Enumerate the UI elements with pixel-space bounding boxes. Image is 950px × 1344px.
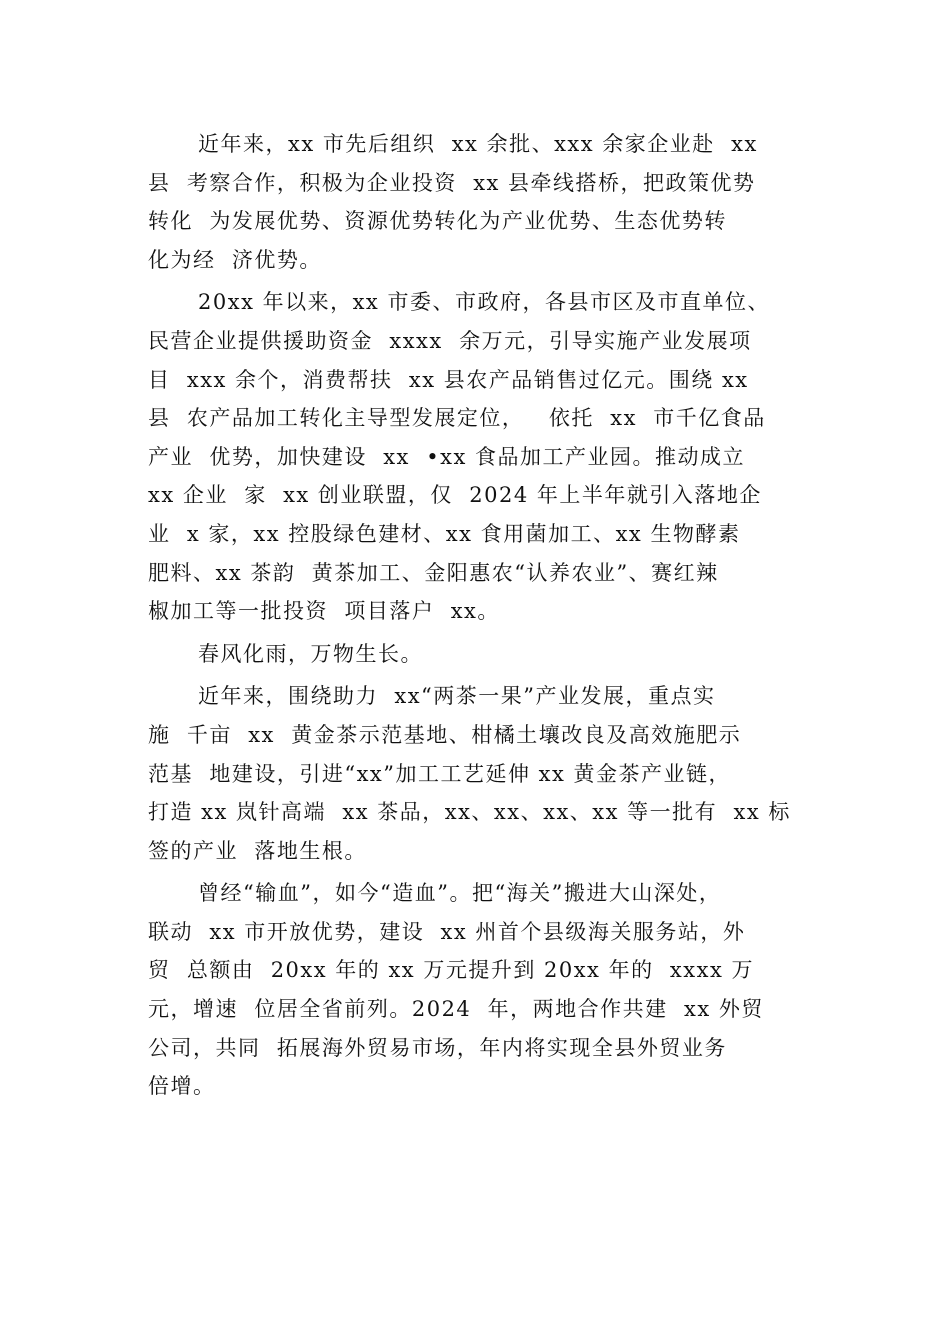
text-line: 贸 总额由 20xx 年的 xx 万元提升到 20xx 年的 xxxx 万 xyxy=(148,958,754,983)
paragraph-3 xyxy=(148,635,818,674)
text-line: 春风化雨，万物生长。 xyxy=(198,641,423,666)
text-line: 产业 优势，加快建设 xx •xx 食品加工产业园。推动成立 xyxy=(148,444,745,469)
text-line: 转化 为发展优势、资源优势转化为产业优势、生态优势转 xyxy=(148,209,727,234)
text-line: 倍增。 xyxy=(148,1074,216,1099)
text-line: 近年来，围绕助力 xx“两茶一果”产业发展，重点实 xyxy=(198,684,716,709)
text-line: 椒加工等一批投资 项目落户 xx。 xyxy=(148,599,500,624)
text-line: 范基 地建设，引进“xx”加工工艺延伸 xx 黄金茶产业链， xyxy=(148,761,732,786)
text-line: 县 考察合作，积极为企业投资 xx 县牵线搭桥，把政策优势 xyxy=(148,170,756,195)
text-line: 联动 xx 市开放优势，建设 xx 州首个县级海关服务站，外 xyxy=(148,919,746,944)
text-line: 签的产业 落地生根。 xyxy=(148,838,367,863)
text-line: 目 xxx 余个，消费帮扶 xx 县农产品销售过亿元。围绕 xx xyxy=(148,367,749,392)
text-line: 20xx 年以来，xx 市委、市政府，各县市区及市直单位、 xyxy=(198,290,770,315)
paragraph-2 xyxy=(148,283,818,630)
paragraph-5 xyxy=(148,874,818,1106)
paragraph-1 xyxy=(148,125,818,279)
text-line: 化为经 济优势。 xyxy=(148,247,322,272)
text-line: 元，增速 位居全省前列。2024 年，两地合作共建 xx 外贸 xyxy=(148,997,764,1022)
text-line: 县 农产品加工转化主导型发展定位， 依托 xx 市千亿食品 xyxy=(148,406,766,431)
text-line: 曾经“输血”，如今“造血”。把“海关”搬进大山深处， xyxy=(198,881,722,906)
paragraph-4 xyxy=(148,677,818,870)
text-line: 打造 xx 岚针高端 xx 茶品，xx、xx、xx、xx 等一批有 xx 标 xyxy=(148,800,791,825)
text-line: 公司，共同 拓展海外贸易市场，年内将实现全县外贸业务 xyxy=(148,1035,727,1060)
text-line: 施 千亩 xx 黄金茶示范基地、柑橘土壤改良及高效施肥示 xyxy=(148,722,742,747)
text-line: 近年来，xx 市先后组织 xx 余批、xxx 余家企业赴 xx xyxy=(198,132,758,156)
text-line: 民营企业提供援助资金 xxxx 余万元，引导实施产业发展项 xyxy=(148,328,752,353)
text-line: 肥料、xx 茶韵 黄茶加工、金阳惠农“认养农业”、赛红辣 xyxy=(148,560,719,585)
text-line: xx 企业 家 xx 创业联盟，仅 2024 年上半年就引入落地企 xyxy=(148,483,762,508)
text-line: 业 x 家，xx 控股绿色建材、xx 食用菌加工、xx 生物酵素 xyxy=(148,521,741,546)
document-body xyxy=(148,125,818,1110)
